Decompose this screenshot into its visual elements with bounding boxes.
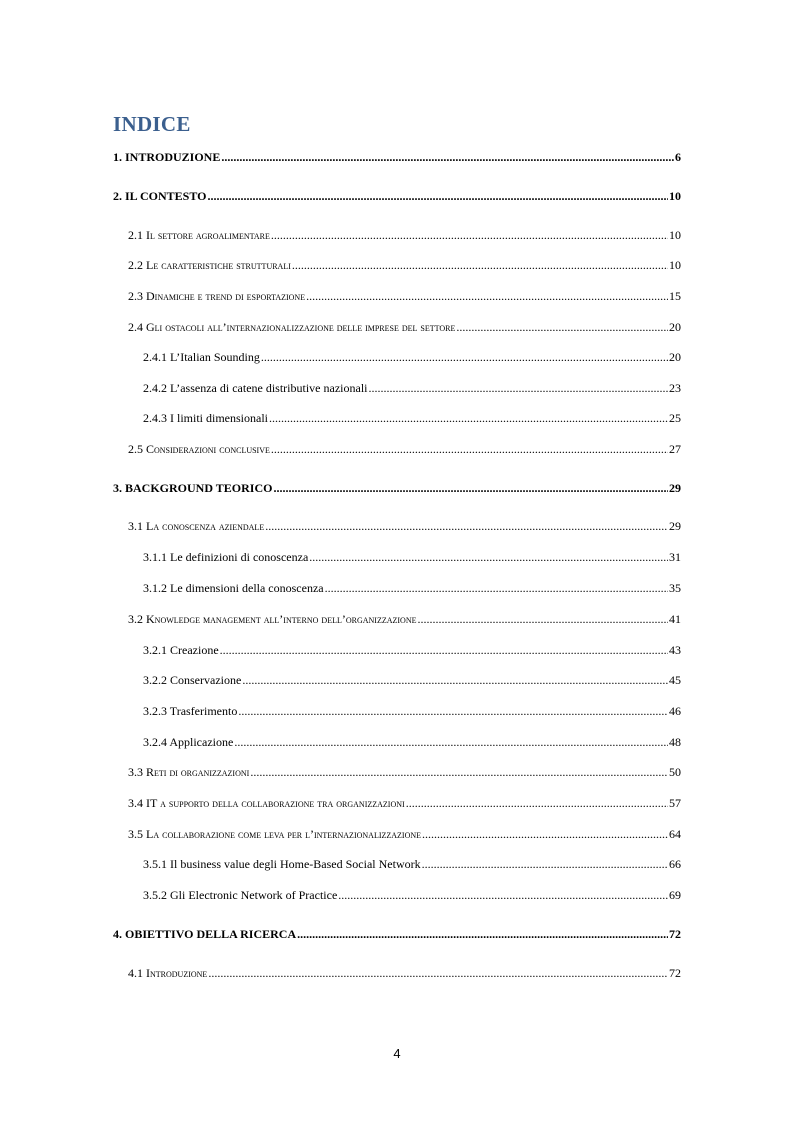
toc-entry-label: 2.1 Il settore agroalimentare <box>128 228 270 242</box>
toc-entry-page: 41 <box>669 612 681 626</box>
toc-leader-dots <box>325 581 668 596</box>
toc-entry-label: 2.3 Dinamiche e trend di esportazione <box>128 289 306 303</box>
toc-entry-label: 1. INTRODUZIONE <box>113 150 221 164</box>
toc-entry[interactable] <box>113 150 681 166</box>
toc-leader-dots <box>265 519 668 534</box>
toc-entry-label: 2.2 Le caratteristiche strutturali <box>128 258 291 272</box>
toc-leader-dots <box>261 350 668 365</box>
toc-entry-label: 2.4 Gli ostacoli all’internazionalizzazione delle imprese del settore <box>128 320 456 334</box>
toc-entry-label: 3.4 IT a supporto della collaborazione tra organizzazioni <box>128 796 405 810</box>
toc-leader-dots <box>368 381 668 396</box>
toc-entry[interactable] <box>143 888 681 904</box>
toc-entry-label: 3.2.2 Conservazione <box>143 673 242 687</box>
toc-leader-dots <box>422 857 668 872</box>
toc-entry-page: 72 <box>669 966 681 980</box>
toc-entry-label: 2.4.3 I limiti dimensionali <box>143 411 268 425</box>
toc-entry-page: 10 <box>669 258 681 272</box>
toc-entry[interactable] <box>128 289 681 305</box>
toc-leader-dots <box>269 411 668 426</box>
toc-leader-dots <box>338 888 668 903</box>
toc-entry[interactable] <box>128 796 681 812</box>
toc-entry[interactable] <box>128 258 681 274</box>
toc-entry[interactable] <box>143 735 681 751</box>
toc-leader-dots <box>271 228 668 243</box>
toc-entry-page: 50 <box>669 765 681 779</box>
toc-entry-page: 29 <box>669 519 681 533</box>
toc-leader-dots <box>309 550 668 565</box>
toc-entry-page: 64 <box>669 827 681 841</box>
toc-entry-page: 45 <box>669 673 681 687</box>
toc-entry-label: 3.5.1 Il business value degli Home-Based Social Network <box>143 857 421 871</box>
toc-leader-dots <box>271 442 668 457</box>
toc-entry-label: 3. BACKGROUND TEORICO <box>113 481 273 495</box>
toc-entry-label: 3.2.4 Applicazione <box>143 735 234 749</box>
toc-entry-label: 2.4.1 L’Italian Sounding <box>143 350 260 364</box>
toc-leader-dots <box>242 673 668 688</box>
toc-entry[interactable] <box>143 857 681 873</box>
toc-entry-page: 10 <box>669 228 681 242</box>
toc-entry-page: 20 <box>669 350 681 364</box>
toc-entry-page: 25 <box>669 411 681 425</box>
toc-entry-page: 23 <box>669 381 681 395</box>
toc-entry[interactable] <box>128 827 681 843</box>
toc-entry[interactable] <box>143 581 681 597</box>
toc-entry-label: 3.2.1 Creazione <box>143 643 219 657</box>
toc-entry-page: 29 <box>669 481 681 495</box>
toc-entry-page: 10 <box>669 189 681 203</box>
page-number: 4 <box>393 1046 401 1061</box>
toc-entry[interactable] <box>143 381 681 397</box>
toc-entry-label: 3.5.2 Gli Electronic Network of Practice <box>143 888 338 902</box>
toc-entry-label: 2.5 Considerazioni conclusive <box>128 442 270 456</box>
toc-entry-label: 3.1 La conoscenza aziendale <box>128 519 265 533</box>
toc-entry-page: 35 <box>669 581 681 595</box>
toc-entry[interactable] <box>143 704 681 720</box>
toc-entry[interactable] <box>143 550 681 566</box>
toc-entry-page: 27 <box>669 442 681 456</box>
toc-entry[interactable] <box>113 189 681 205</box>
toc-leader-dots <box>208 966 668 981</box>
toc-entry[interactable] <box>128 442 681 458</box>
toc-entry-page: 43 <box>669 643 681 657</box>
toc-entry-label: 3.2 Knowledge management all’interno dell’organizzazione <box>128 612 417 626</box>
toc-entry[interactable] <box>143 643 681 659</box>
toc-entry[interactable] <box>128 966 681 982</box>
toc-leader-dots <box>406 796 668 811</box>
toc-leader-dots <box>220 643 668 658</box>
toc-leader-dots <box>297 927 668 942</box>
toc-entry-page: 15 <box>669 289 681 303</box>
toc-entry-page: 69 <box>669 888 681 902</box>
toc-entry-page: 66 <box>669 857 681 871</box>
toc-entry[interactable] <box>143 350 681 366</box>
toc-entry[interactable] <box>128 612 681 628</box>
toc-entry-label: 2. IL CONTESTO <box>113 189 207 203</box>
toc-leader-dots <box>273 481 668 496</box>
toc-leader-dots <box>418 612 669 627</box>
toc-leader-dots <box>292 258 668 273</box>
toc-entry[interactable] <box>128 765 681 781</box>
toc-leader-dots <box>306 289 668 304</box>
toc-entry-label: 3.1.2 Le dimensioni della conoscenza <box>143 581 324 595</box>
toc-entry-page: 57 <box>669 796 681 810</box>
toc-leader-dots <box>456 320 668 335</box>
toc-entry[interactable] <box>143 411 681 427</box>
toc-leader-dots <box>238 704 668 719</box>
toc-entry-page: 48 <box>669 735 681 749</box>
toc-entry[interactable] <box>143 673 681 689</box>
toc-entry[interactable] <box>128 519 681 535</box>
toc-entry[interactable] <box>113 927 681 943</box>
toc-entry[interactable] <box>128 320 681 336</box>
toc-entry-label: 3.5 La collaborazione come leva per l’internazionalizzazione <box>128 827 422 841</box>
toc-entry-label: 3.3 Reti di organizzazioni <box>128 765 250 779</box>
toc-leader-dots <box>221 150 674 165</box>
toc-leader-dots <box>422 827 668 842</box>
toc-entry-label: 2.4.2 L’assenza di catene distributive nazionali <box>143 381 368 395</box>
toc-entry-label: 4.1 Introduzione <box>128 966 208 980</box>
toc-entry[interactable] <box>128 228 681 244</box>
toc-entry-page: 20 <box>669 320 681 334</box>
toc-entry-page: 6 <box>675 150 681 164</box>
toc-entry-page: 31 <box>669 550 681 564</box>
toc-entry[interactable] <box>113 481 681 497</box>
toc-entry-label: 3.2.3 Trasferimento <box>143 704 238 718</box>
toc-entry-label: 3.1.1 Le definizioni di conoscenza <box>143 550 309 564</box>
toc-leader-dots <box>250 765 668 780</box>
toc-title: INDICE <box>113 112 191 136</box>
toc-entry-page: 46 <box>669 704 681 718</box>
toc-entry-page: 72 <box>669 927 681 941</box>
toc-entry-label: 4. OBIETTIVO DELLA RICERCA <box>113 927 297 941</box>
toc-leader-dots <box>207 189 668 204</box>
toc-leader-dots <box>234 735 668 750</box>
